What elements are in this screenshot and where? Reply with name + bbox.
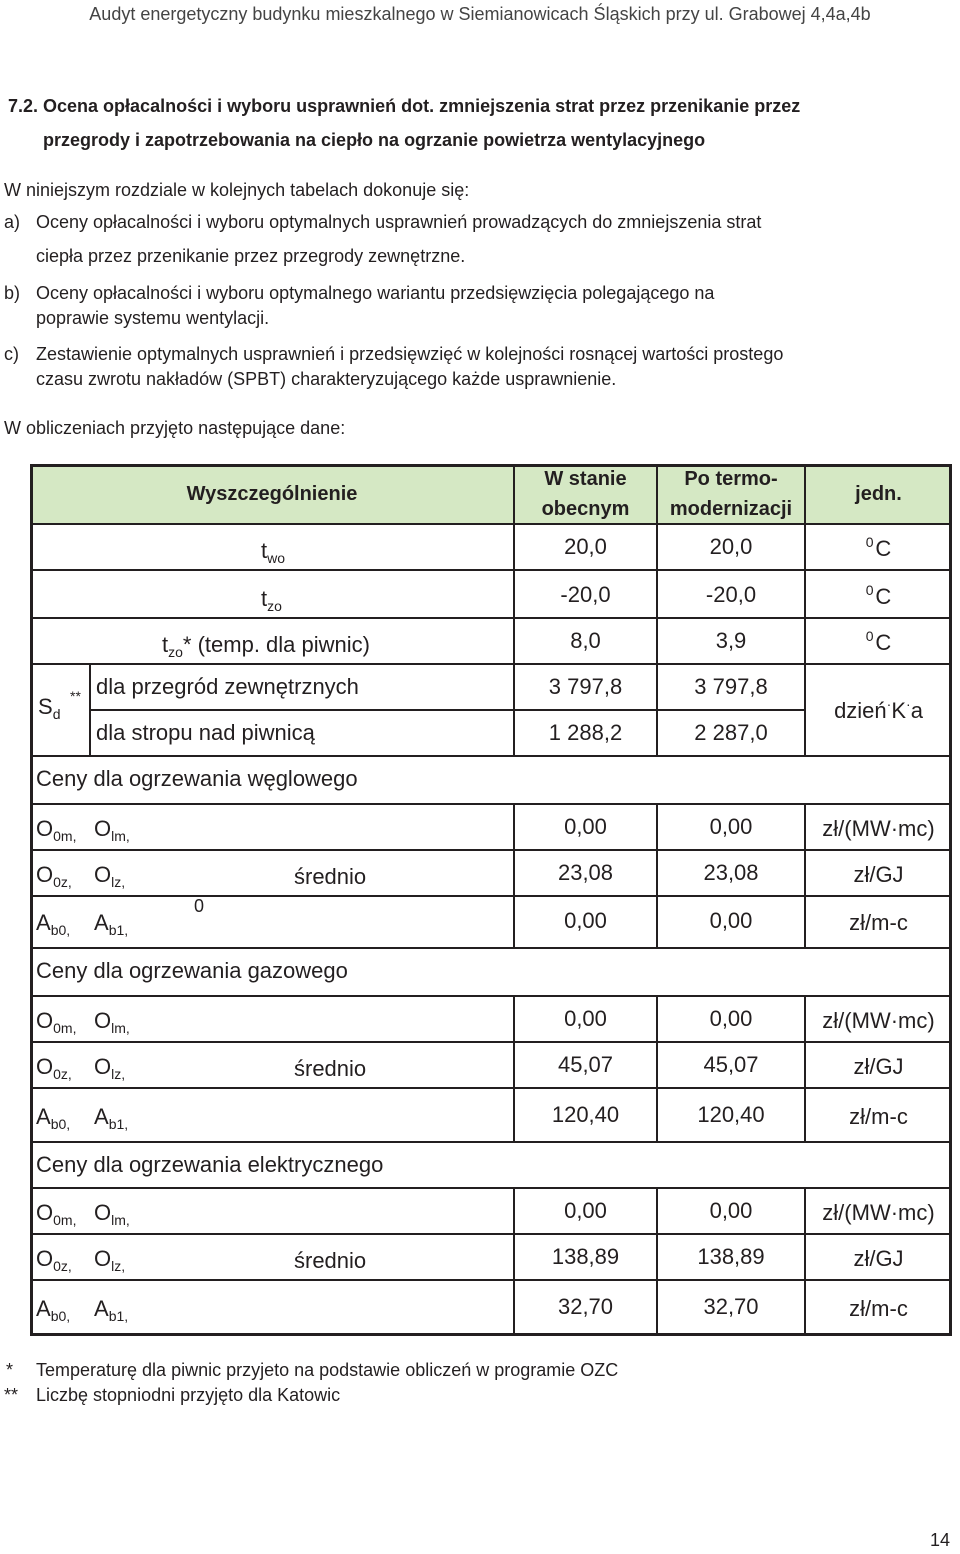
sd-row1-after: 3 797,8	[694, 674, 768, 699]
item-a-line2: ciepła przez przenikanie przez przegrody zewnętrzne.	[36, 246, 466, 266]
temp-label-basement: $t_{zo}*$ (temp. dla piwnic)	[162, 632, 370, 660]
electric-row2-unit: zł/GJ	[853, 1246, 904, 1271]
coal-row1-unit: zł/(MW·mc)	[822, 816, 935, 841]
gas-row1-unit: zł/(MW·mc)	[822, 1008, 935, 1033]
temp-tzo-unit: $^0$ C	[865, 582, 892, 609]
gas-row2-symbols: $O_{0z,}$	[36, 1054, 72, 1082]
electric-row3-symbols2: $A_{b1,}$	[94, 1296, 129, 1324]
sd-row1-current: 3 797,8	[548, 674, 623, 699]
gas-row2-symbols2: $O_{lz,}$	[94, 1054, 126, 1082]
temp-twe-unit: $^0$ C	[865, 534, 892, 561]
group-gas-title: Ceny dla ogrzewania gazowego	[36, 958, 348, 983]
electric-row3-after: 32,70	[703, 1294, 759, 1319]
sd-label: $S_d$	[38, 694, 61, 722]
temp-basement-unit: $^0$ C	[865, 628, 892, 655]
gas-row3-after: 120,40	[697, 1102, 765, 1127]
gas-row3-unit: zł/m-c	[849, 1104, 908, 1129]
footnote-1-mark: *	[6, 1360, 14, 1380]
sd-row2-current: 1 288,2	[548, 720, 623, 745]
input-data-table	[30, 464, 952, 1336]
gas-row2-after: 45,07	[703, 1052, 759, 1077]
col-header-unit: jedn.	[855, 483, 902, 505]
coal-row3-symbols2: $A_{b1,}$	[94, 910, 129, 938]
electric-row2-current: 138,89	[551, 1244, 620, 1269]
item-c-line2: czasu zwrotu nakładów (SPBT) charakteryzującego każde usprawnienie.	[36, 369, 617, 389]
coal-row2-symbols2: $O_{lz,}$	[94, 862, 126, 890]
coal-row2-mid: średnio	[294, 864, 367, 889]
gas-row2-unit: zł/GJ	[853, 1054, 904, 1079]
footnote-2-text: Liczbę stopniodni przyjęto dla Katowic	[36, 1385, 341, 1405]
electric-row2-after: 138,89	[697, 1244, 765, 1269]
coal-row3-current: 0,00	[564, 908, 607, 933]
col-header-after-line2: modernizacji	[669, 498, 793, 520]
gas-row3-symbols: $A_{b0,}$	[36, 1104, 71, 1132]
coal-row3-symbols: $A_{b0,}$	[36, 910, 71, 938]
item-b-marker: b)	[4, 283, 21, 303]
sd-row2-after: 2 287,0	[694, 720, 768, 745]
temp-label-twe: $t_{wo}$	[261, 538, 286, 566]
section-title-line2: przegrody i zapotrzebowania na ciepło na ogrzanie powietrza wentylacyjnego	[43, 130, 706, 150]
electric-row1-symbols: $O_{0m,}$	[36, 1200, 77, 1228]
coal-row2-after: 23,08	[703, 860, 759, 885]
item-c-line1: Zestawienie optymalnych usprawnień i przedsięwzięć w kolejności rosnącej wartości prostego	[36, 344, 784, 364]
electric-row2-symbols: $O_{0z,}$	[36, 1246, 72, 1274]
temp-basement-current: 8,0	[570, 628, 601, 653]
gas-row1-symbols: $O_{0m,}$	[36, 1008, 77, 1036]
electric-row3-symbols: $A_{b0,}$	[36, 1296, 71, 1324]
data-intro: W obliczeniach przyjęto następujące dane:	[4, 418, 346, 438]
electric-row3-unit: zł/m-c	[849, 1296, 908, 1321]
gas-row2-mid: średnio	[294, 1056, 367, 1081]
electric-row1-current: 0,00	[564, 1198, 607, 1223]
group-electric-title: Ceny dla ogrzewania elektrycznego	[36, 1152, 384, 1177]
coal-row3-after: 0,00	[709, 908, 753, 933]
item-b-line1: Oceny opłacalności i wyboru optymalnego wariantu przedsięwzięcia polegającego na	[36, 283, 715, 303]
electric-row1-unit: zł/(MW·mc)	[822, 1200, 935, 1225]
coal-stray-digit: 0	[194, 896, 205, 916]
item-a-marker: a)	[4, 212, 21, 232]
item-a-line1: Oceny opłacalności i wyboru optymalnych usprawnień prowadzących do zmniejszenia strat	[36, 212, 762, 232]
coal-row1-current: 0,00	[564, 814, 607, 839]
running-header: Audyt energetyczny budynku mieszkalnego w Siemianowicach Śląskich przy ul. Grabowej 4,4a,4b	[89, 4, 871, 24]
electric-row3-current: 32,70	[557, 1294, 614, 1319]
gas-row1-after: 0,00	[709, 1006, 753, 1031]
group-coal-title: Ceny dla ogrzewania węglowego	[36, 766, 358, 791]
sd-row1-label: dla przegród zewnętrznych	[96, 674, 359, 699]
gas-row3-current: 120,40	[551, 1102, 620, 1127]
temp-twe-current: 20,0	[564, 534, 607, 559]
gas-row1-symbols2: $O_{lm,}$	[94, 1008, 130, 1036]
coal-row2-current: 23,08	[557, 860, 614, 885]
page-number: 14	[929, 1530, 950, 1550]
col-header-current-line1: W stanie	[544, 468, 627, 490]
footnote-2-mark: **	[4, 1385, 19, 1405]
sd-unit: dzień·K·a	[834, 696, 923, 723]
coal-row2-symbols: $O_{0z,}$	[36, 862, 72, 890]
electric-row1-after: 0,00	[709, 1198, 753, 1223]
coal-row1-symbols: $O_{0m,}$	[36, 816, 77, 844]
gas-row2-current: 45,07	[557, 1052, 614, 1077]
temp-twe-after: 20,0	[709, 534, 753, 559]
coal-row3-unit: zł/m-c	[849, 910, 908, 935]
sd-footnote-mark: **	[70, 688, 81, 704]
col-header-item: Wyszczególnienie	[186, 483, 358, 505]
temp-tzo-after: -20,0	[705, 582, 757, 607]
sd-row2-label: dla stropu nad piwnicą	[96, 720, 315, 745]
temp-label-tzo: $t_{zo}$	[261, 586, 282, 614]
col-header-after-line1: Po termo-	[684, 468, 778, 490]
electric-row2-symbols2: $O_{lz,}$	[94, 1246, 126, 1274]
item-c-marker: c)	[4, 344, 19, 364]
coal-row1-after: 0,00	[709, 814, 753, 839]
temp-basement-after: 3,9	[715, 628, 747, 653]
gas-row3-symbols2: $A_{b1,}$	[94, 1104, 129, 1132]
intro-text: W niniejszym rozdziale w kolejnych tabelach dokonuje się:	[4, 180, 470, 200]
footnote-1-text: Temperaturę dla piwnic przyjeto na podstawie obliczeń w programie OZC	[36, 1360, 619, 1380]
coal-row1-symbols2: $O_{lm,}$	[94, 816, 130, 844]
section-title-line1: 7.2. Ocena opłacalności i wyboru usprawnień dot. zmniejszenia strat przez przenikanie przez	[8, 96, 801, 116]
electric-row1-symbols2: $O_{lm,}$	[94, 1200, 130, 1228]
item-b-line2: poprawie systemu wentylacji.	[36, 308, 270, 328]
electric-row2-mid: średnio	[294, 1248, 367, 1273]
col-header-current-line2: obecnym	[541, 498, 630, 520]
coal-row2-unit: zł/GJ	[853, 862, 904, 887]
gas-row1-current: 0,00	[564, 1006, 607, 1031]
temp-tzo-current: -20,0	[560, 582, 611, 607]
